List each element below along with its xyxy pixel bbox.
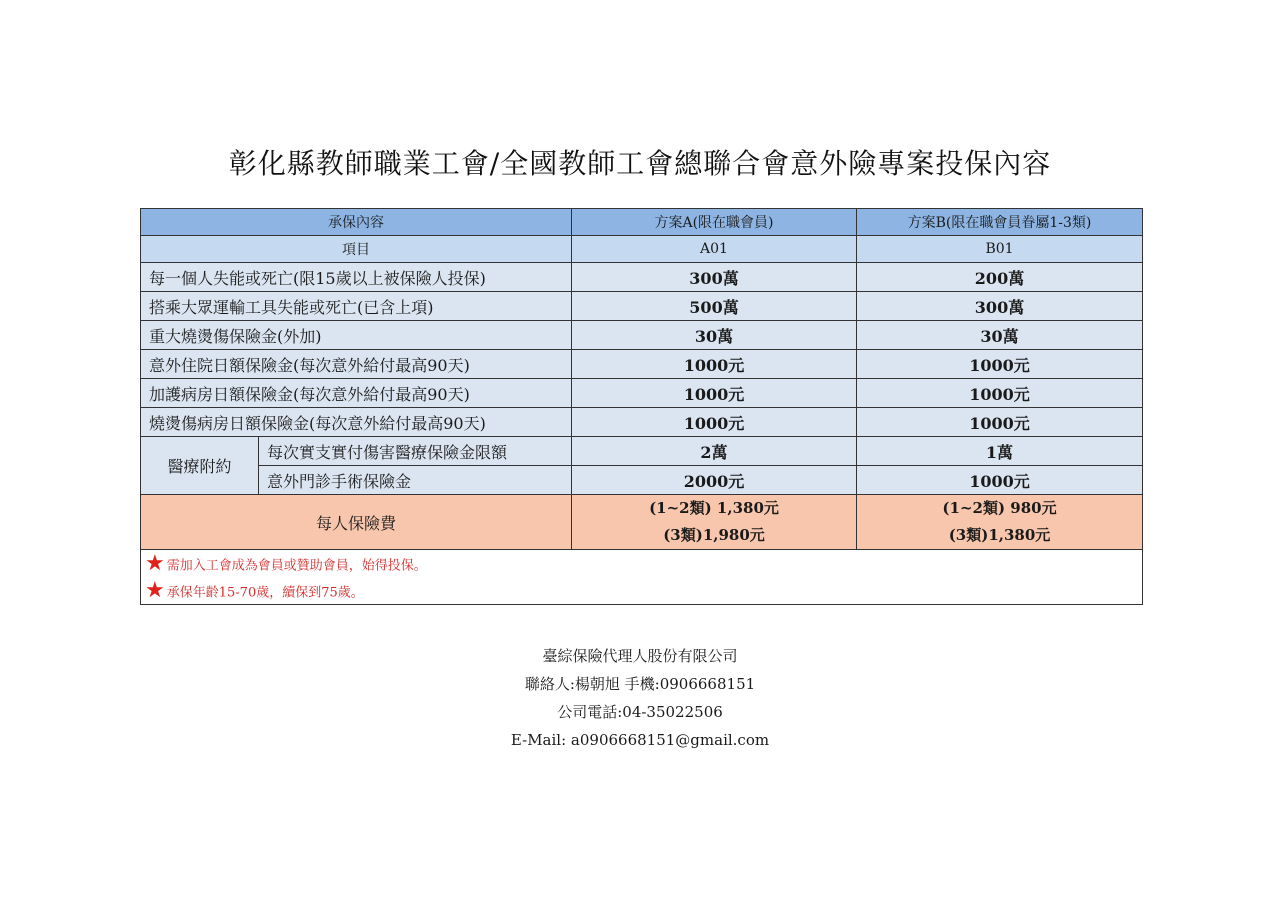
table-row	[141, 408, 1143, 437]
table-row	[141, 263, 1143, 292]
table-row	[141, 292, 1143, 321]
medical-plan-b: 1000元	[857, 466, 1143, 495]
header-plan-a: 方案A(限在職會員)	[572, 209, 857, 236]
item-label: 加護病房日額保險金(每次意外給付最高90天)	[141, 379, 572, 408]
medical-item-label: 意外門診手術保險金	[259, 466, 572, 495]
company-phone: 公司電話:04-35022506	[557, 703, 723, 721]
item-plan-b: 200萬	[857, 263, 1143, 292]
medical-plan-b: 1萬	[857, 437, 1143, 466]
premium-plan-b-line: (3類)1,380元	[948, 526, 1051, 544]
medical-rider-label: 醫療附約	[141, 437, 259, 495]
note-row	[141, 550, 1143, 578]
table-row	[141, 437, 1143, 466]
plan-code-row	[141, 236, 1143, 263]
item-plan-a: 300萬	[572, 263, 857, 292]
premium-plan-a-line: (3類)1,980元	[663, 526, 765, 544]
item-plan-b: 30萬	[857, 321, 1143, 350]
item-plan-a: 1000元	[572, 408, 857, 437]
header-plan-b: 方案B(限在職會員眷屬1-3類)	[857, 209, 1143, 236]
star-icon: ★	[145, 577, 165, 603]
item-label: 意外住院日額保險金(每次意外給付最高90天)	[141, 350, 572, 379]
insurance-plan-table	[140, 208, 1143, 605]
table-row	[141, 350, 1143, 379]
item-plan-a: 1000元	[572, 379, 857, 408]
note-cell	[141, 577, 1143, 605]
item-label: 重大燒燙傷保險金(外加)	[141, 321, 572, 350]
premium-plan-a-line: (1~2類) 1,380元	[649, 499, 779, 517]
premium-plan-b	[857, 495, 1143, 550]
table-row	[141, 466, 1143, 495]
page-title: 彰化縣教師職業工會/全國教師工會總聯合會意外險專案投保內容	[228, 147, 1052, 180]
star-icon: ★	[145, 550, 165, 576]
item-plan-a: 1000元	[572, 350, 857, 379]
company-name: 臺綜保險代理人股份有限公司	[542, 647, 738, 665]
premium-row	[141, 495, 1143, 550]
header-coverage: 承保內容	[141, 209, 572, 236]
premium-plan-a	[572, 495, 857, 550]
code-plan-b: B01	[857, 236, 1143, 263]
note-text: 承保年齡15-70歲，續保到75歲。	[166, 585, 364, 600]
medical-plan-a: 2萬	[572, 437, 857, 466]
medical-plan-a: 2000元	[572, 466, 857, 495]
item-plan-b: 1000元	[857, 350, 1143, 379]
item-plan-b: 300萬	[857, 292, 1143, 321]
table-header-row	[141, 209, 1143, 236]
code-plan-a: A01	[572, 236, 857, 263]
code-label: 項目	[141, 236, 572, 263]
item-label: 搭乘大眾運輸工具失能或死亡(已含上項)	[141, 292, 572, 321]
item-plan-a: 30萬	[572, 321, 857, 350]
note-text: 需加入工會成為會員或贊助會員，始得投保。	[166, 558, 427, 573]
note-cell	[141, 550, 1143, 578]
table-row	[141, 321, 1143, 350]
contact-person: 聯絡人:楊朝旭 手機:0906668151	[524, 675, 756, 693]
contact-email: E-Mail: a0906668151@gmail.com	[510, 731, 770, 749]
item-plan-b: 1000元	[857, 408, 1143, 437]
item-label: 燒燙傷病房日額保險金(每次意外給付最高90天)	[141, 408, 572, 437]
item-label: 每一個人失能或死亡(限15歲以上被保險人投保)	[141, 263, 572, 292]
item-plan-b: 1000元	[857, 379, 1143, 408]
premium-plan-b-line: (1~2類) 980元	[942, 499, 1057, 517]
contact-block	[0, 642, 1280, 754]
medical-item-label: 每次實支實付傷害醫療保險金限額	[259, 437, 572, 466]
item-plan-a: 500萬	[572, 292, 857, 321]
table-row	[141, 379, 1143, 408]
premium-label: 每人保險費	[141, 495, 572, 550]
note-row	[141, 577, 1143, 605]
